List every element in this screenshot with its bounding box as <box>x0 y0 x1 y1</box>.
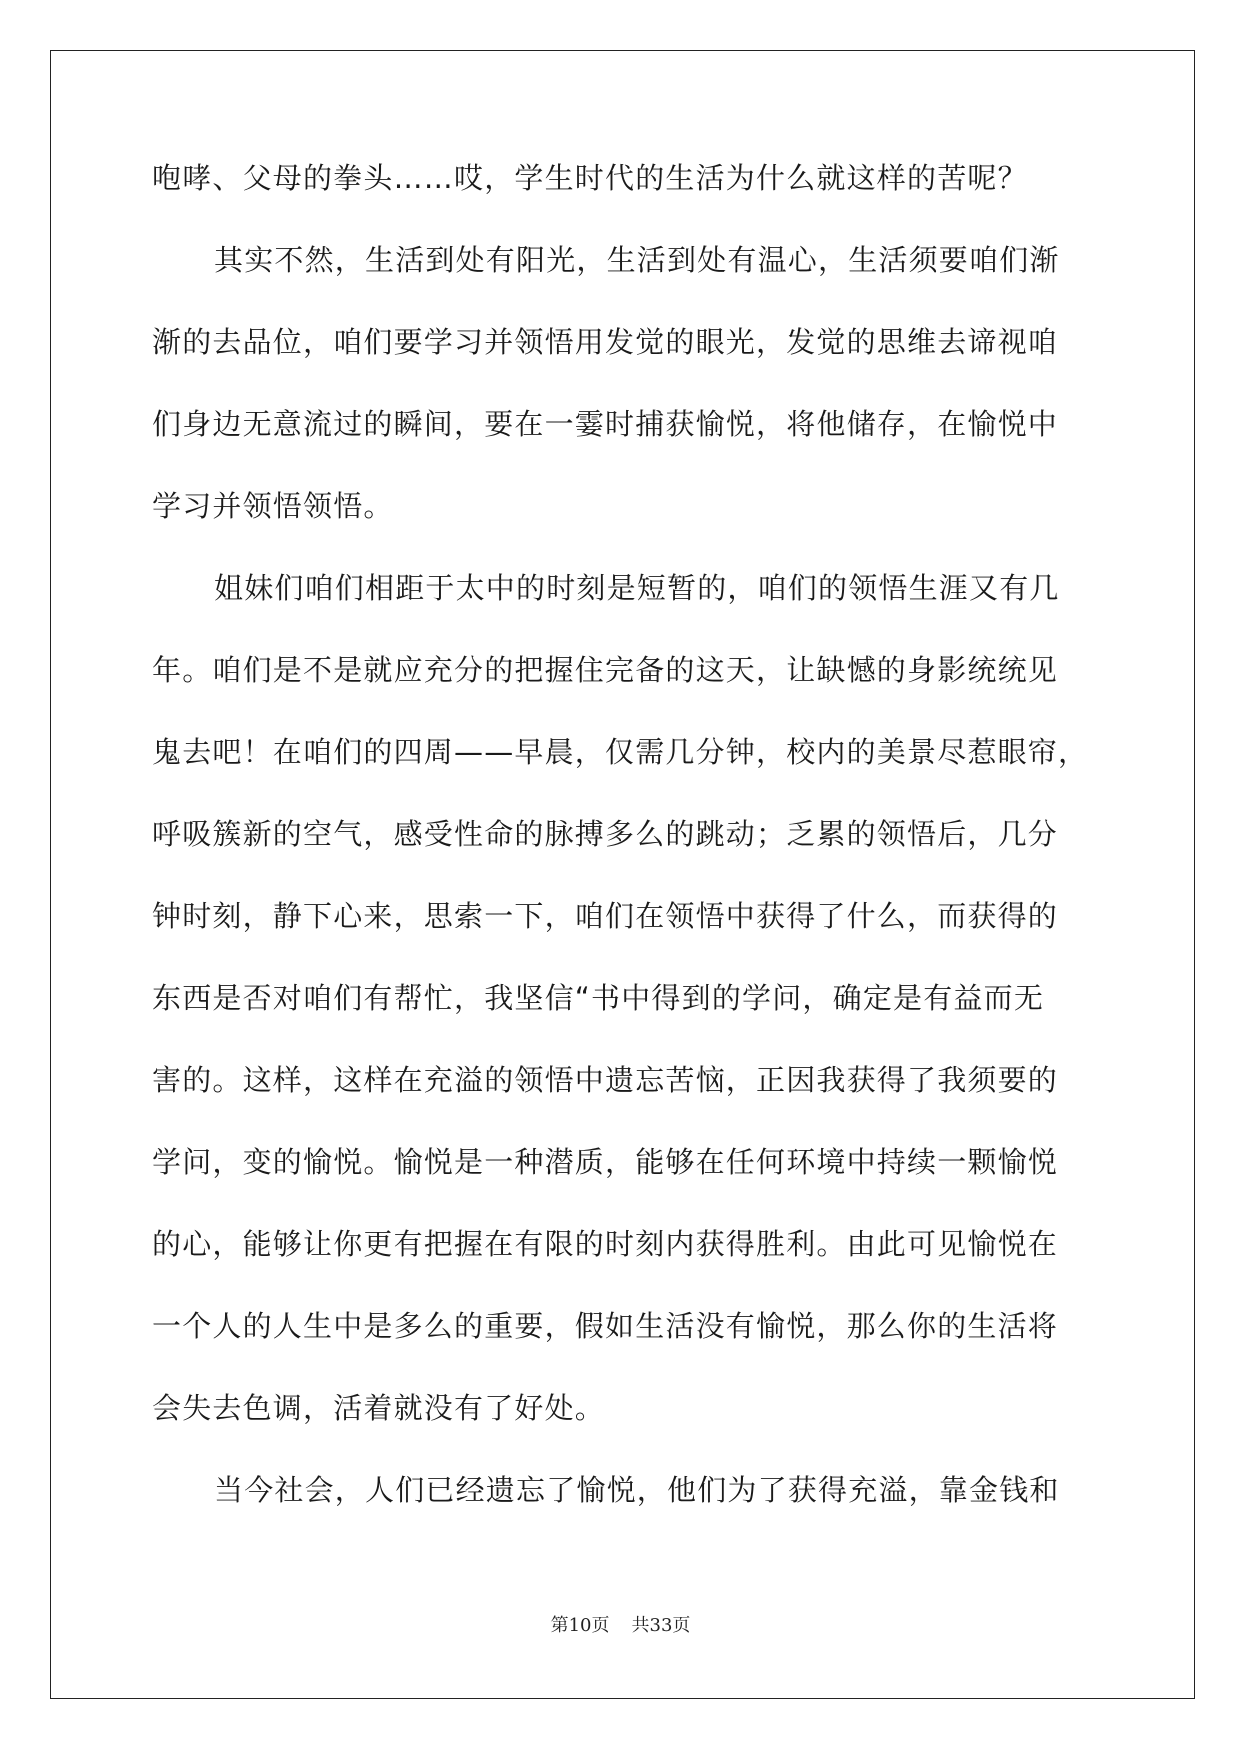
text-line: 鬼去吧！在咱们的四周——早晨，仅需几分钟，校内的美景尽惹眼帘， <box>152 735 1089 769</box>
text-line: 学问，变的愉悦。愉悦是一种潜质，能够在任何环境中持续一颗愉悦 <box>152 1145 1059 1179</box>
text-line: 们身边无意流过的瞬间，要在一霎时捕获愉悦，将他储存，在愉悦中 <box>152 407 1059 441</box>
text-line: 东西是否对咱们有帮忙，我坚信“书中得到的学问，确定是有益而无 <box>152 981 1045 1015</box>
text-line: 渐的去品位，咱们要学习并领悟用发觉的眼光，发觉的思维去谛视咱 <box>152 325 1059 359</box>
paragraph-start-line: 其实不然，生活到处有阳光，生活到处有温心，生活须要咱们渐 <box>214 243 1060 277</box>
text-line: 钟时刻，静下心来，思索一下，咱们在领悟中获得了什么，而获得的 <box>152 899 1059 933</box>
text-line: 咆哮、父母的拳头……哎，学生时代的生活为什么就这样的苦呢？ <box>152 161 1028 195</box>
text-line: 的心，能够让你更有把握在有限的时刻内获得胜利。由此可见愉悦在 <box>152 1227 1059 1261</box>
text-line: 会失去色调，活着就没有了好处。 <box>152 1391 606 1425</box>
total-pages: 共33页 <box>631 1615 691 1636</box>
page-number: 第10页 <box>550 1615 610 1636</box>
page-footer <box>0 1611 1241 1637</box>
paragraph-start-line: 当今社会，人们已经遗忘了愉悦，他们为了获得充溢，靠金钱和 <box>214 1473 1060 1507</box>
text-line: 呼吸簇新的空气，感受性命的脉搏多么的跳动；乏累的领悟后，几分 <box>152 817 1059 851</box>
text-line: 一个人的人生中是多么的重要，假如生活没有愉悦，那么你的生活将 <box>152 1309 1059 1343</box>
paragraph-start-line: 姐妹们咱们相距于太中的时刻是短暂的，咱们的领悟生涯又有几 <box>214 571 1060 605</box>
text-line: 年。咱们是不是就应充分的把握住完备的这天，让缺憾的身影统统见 <box>152 653 1059 687</box>
text-line: 学习并领悟领悟。 <box>152 489 394 523</box>
document-body <box>152 157 1092 1551</box>
text-line: 害的。这样，这样在充溢的领悟中遗忘苦恼，正因我获得了我须要的 <box>152 1063 1059 1097</box>
